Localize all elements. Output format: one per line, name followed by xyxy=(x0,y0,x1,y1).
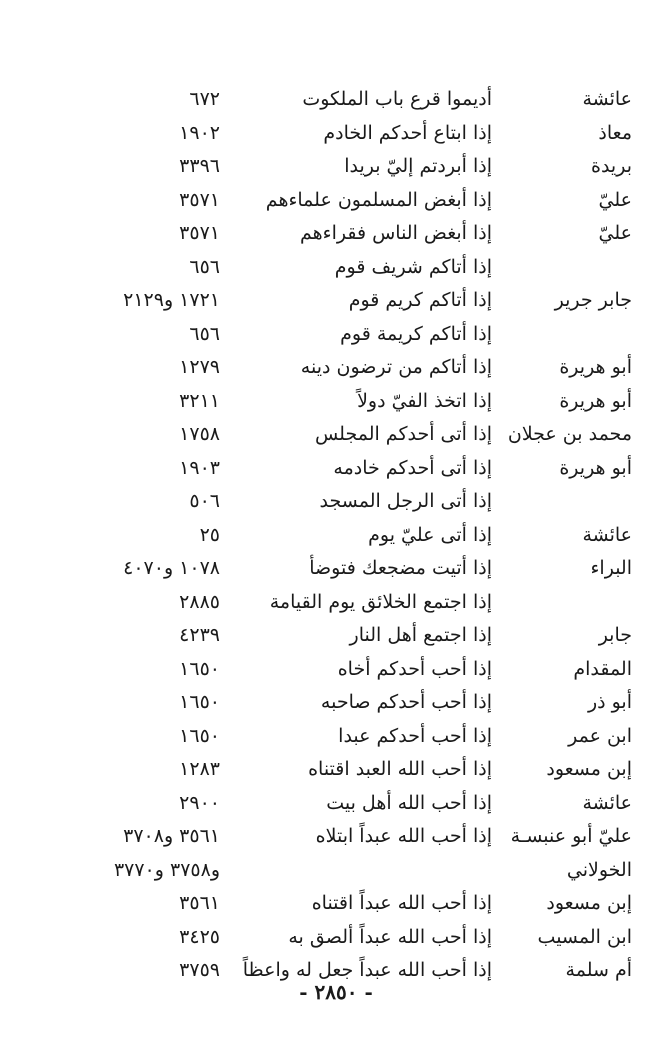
index-row xyxy=(80,855,632,889)
narrator-cell: المقدام xyxy=(573,657,632,680)
hadith-cell: إذا أحب الله عبداً ابتلاه xyxy=(315,825,492,847)
index-row xyxy=(80,319,632,353)
index-row xyxy=(80,754,632,788)
reference-cell: ١٢٧٩ xyxy=(179,356,220,378)
reference-cell: ٣٤٢٥ xyxy=(179,925,220,948)
hadith-cell: إذا أتاكم شريف قوم xyxy=(334,255,492,278)
index-row xyxy=(80,922,632,956)
narrator-cell: محمد بن عجلان xyxy=(507,423,632,445)
narrator-cell: أبو هريرة xyxy=(559,356,632,378)
index-row xyxy=(80,687,632,721)
hadith-cell: إذا أتى أحدكم خادمه xyxy=(333,456,492,479)
hadith-cell: إذا أحب أحدكم صاحبه xyxy=(320,691,492,713)
hadith-cell: إذا أتاكم من ترضون دينه xyxy=(300,356,492,378)
index-row xyxy=(80,386,632,420)
hadith-cell: إذا أحب الله عبداً جعل له واعظاً xyxy=(242,959,492,981)
hadith-cell: إذا أحب الله عبداً ألصق به xyxy=(288,925,492,948)
reference-cell: ٤٢٣٩ xyxy=(179,624,220,646)
index-row xyxy=(80,84,632,118)
narrator-cell: معاذ xyxy=(598,121,632,144)
narrator-cell: أبو هريرة xyxy=(559,456,632,479)
narrator-cell: أبو ذر xyxy=(587,691,632,713)
narrator-cell: أبو هريرة xyxy=(559,389,632,412)
narrator-cell: بريدة xyxy=(591,155,632,177)
hadith-cell: إذا أبردتم إليّ بريدا xyxy=(344,155,492,177)
reference-cell: ٢٥ xyxy=(199,523,220,546)
narrator-cell: البراء xyxy=(590,557,632,579)
narrator-cell: ابن عمر xyxy=(568,724,632,747)
narrator-cell: عليّ أبو عنبسـة xyxy=(510,825,632,847)
reference-cell: ١٠٧٨ و٤٠٧٠ xyxy=(123,557,220,579)
hadith-cell: إذا أتى الرجل المسجد xyxy=(319,490,492,512)
index-row xyxy=(80,151,632,185)
hadith-cell: إذا أبغض الناس فقراءهم xyxy=(300,222,492,244)
reference-cell: ١٦٥٠ xyxy=(179,724,220,747)
reference-cell: ١٧٢١ و٢١٢٩ xyxy=(123,289,220,311)
reference-cell: ١٩٠٣ xyxy=(179,456,220,479)
index-row xyxy=(80,620,632,654)
hadith-cell: إذا أتى عليّ يوم xyxy=(368,523,492,546)
index-row xyxy=(80,888,632,922)
narrator-cell: عائشة xyxy=(582,88,632,110)
index-row xyxy=(80,352,632,386)
index-row xyxy=(80,821,632,855)
index-row xyxy=(80,218,632,252)
index-row xyxy=(80,486,632,520)
reference-cell: ٥٠٦ xyxy=(189,490,220,512)
hadith-cell: إذا أحب أحدكم أخاه xyxy=(337,657,492,680)
reference-cell: ٣٧٥٩ xyxy=(179,959,220,981)
index-row xyxy=(80,788,632,822)
reference-cell: ١٢٨٣ xyxy=(179,758,220,780)
hadith-index-table xyxy=(80,84,632,989)
narrator-cell: عليّ xyxy=(598,188,632,211)
hadith-cell: إذا أحب الله العبد اقتناه xyxy=(308,758,492,780)
reference-cell: ٣٥٧١ xyxy=(179,222,220,244)
narrator-cell: إبن مسعود xyxy=(546,758,632,780)
index-row xyxy=(80,285,632,319)
index-row xyxy=(80,419,632,453)
reference-cell: ٣٣٩٦ xyxy=(179,155,220,177)
narrator-cell: جابر جرير xyxy=(554,289,632,311)
narrator-cell: عائشة xyxy=(582,791,632,814)
reference-cell: ٦٥٦ xyxy=(189,322,220,345)
index-row xyxy=(80,721,632,755)
reference-cell: ٢٩٠٠ xyxy=(179,791,220,814)
narrator-cell: جابر xyxy=(598,624,632,646)
reference-cell: ٣٥٦١ xyxy=(179,892,220,914)
hadith-cell: إذا اجتمع أهل النار xyxy=(349,624,492,646)
hadith-cell: إذا اتخذ الفيّ دولاً xyxy=(357,389,492,412)
reference-cell: ٦٧٢ xyxy=(189,88,220,110)
reference-cell: ١٦٥٠ xyxy=(179,657,220,680)
reference-cell: ١٩٠٢ xyxy=(179,121,220,144)
narrator-cell: عليّ xyxy=(598,222,632,244)
index-row xyxy=(80,118,632,152)
reference-cell: و٣٧٥٨ و٣٧٧٠ xyxy=(113,858,220,881)
reference-cell: ٦٥٦ xyxy=(189,255,220,278)
hadith-cell: إذا أتاكم كريم قوم xyxy=(348,289,492,311)
hadith-cell: إذا ابتاع أحدكم الخادم xyxy=(323,121,492,144)
index-row xyxy=(80,520,632,554)
reference-cell: ١٦٥٠ xyxy=(179,691,220,713)
narrator-cell: ابن المسيب xyxy=(537,925,632,948)
index-row xyxy=(80,654,632,688)
index-row xyxy=(80,553,632,587)
reference-cell: ١٧٥٨ xyxy=(179,423,220,445)
reference-cell: ٣٥٦١ و٣٧٠٨ xyxy=(123,825,220,847)
narrator-cell: عائشة xyxy=(582,523,632,546)
hadith-cell: إذا أبغض المسلمون علماءهم xyxy=(265,188,492,211)
reference-cell: ٢٨٨٥ xyxy=(179,590,220,613)
index-row xyxy=(80,252,632,286)
narrator-cell: إبن مسعود xyxy=(546,892,632,914)
index-row xyxy=(80,587,632,621)
page-number: - ٢٨٥٠ - xyxy=(299,980,373,1004)
index-row xyxy=(80,185,632,219)
hadith-cell: إذا أتيت مضجعك فتوضأ xyxy=(309,557,492,579)
hadith-cell: أديموا قرع باب الملكوت xyxy=(302,88,492,110)
hadith-cell: إذا اجتمع الخلائق يوم القيامة xyxy=(269,590,492,613)
narrator-cell: الخولاني xyxy=(566,858,632,881)
hadith-cell: إذا أحب الله أهل بيت xyxy=(326,791,492,814)
hadith-cell: إذا أتى أحدكم المجلس xyxy=(314,423,492,445)
reference-cell: ٣٥٧١ xyxy=(179,188,220,211)
index-row xyxy=(80,453,632,487)
hadith-cell: إذا أحب الله عبداً اقتناه xyxy=(311,892,492,914)
hadith-cell: إذا أتاكم كريمة قوم xyxy=(340,322,492,345)
narrator-cell: أم سلمة xyxy=(565,959,632,981)
hadith-cell: إذا أحب أحدكم عبدا xyxy=(338,724,492,747)
reference-cell: ٣٢١١ xyxy=(179,389,220,412)
